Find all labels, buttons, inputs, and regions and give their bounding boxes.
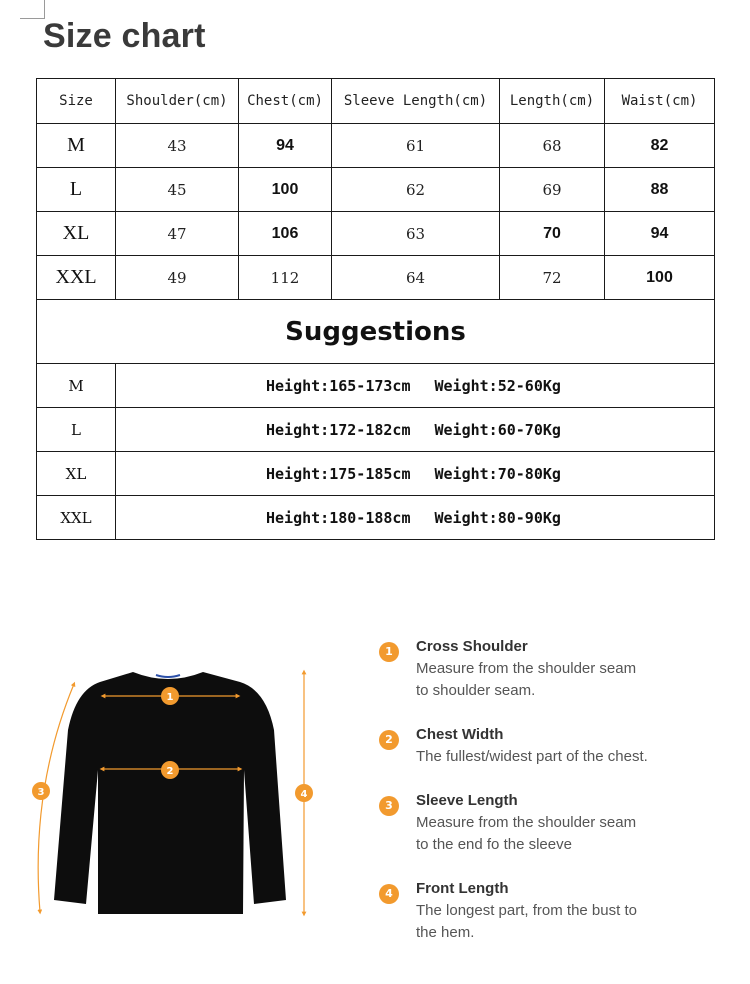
suggestion-size: M [37, 364, 116, 408]
marker-4-icon [295, 784, 313, 802]
waist-cell: 82 [605, 124, 715, 168]
sweater-measurement-diagram [28, 660, 328, 930]
chest-cell: 106 [239, 212, 332, 256]
suggestion-info [116, 452, 715, 496]
legend-item-sleeve-length [379, 790, 719, 856]
suggestion-weight: Weight:60-70Kg [434, 420, 561, 439]
measurement-legend [379, 636, 719, 966]
suggestion-size: XXL [37, 496, 116, 540]
number-4-icon: 4 [379, 884, 399, 904]
size-cell: XL [37, 212, 116, 256]
number-1-icon: 1 [379, 642, 399, 662]
marker-2-icon [161, 761, 179, 779]
shoulder-cell: 45 [116, 168, 239, 212]
marker-4-label: 4 [300, 789, 308, 800]
legend-item-front-length [379, 878, 719, 944]
shoulder-cell: 49 [116, 256, 239, 300]
legend-desc-line: Measure from the shoulder seam [416, 660, 637, 677]
table-row [37, 168, 715, 212]
marker-1-label: 1 [166, 692, 174, 703]
waist-cell: 94 [605, 212, 715, 256]
suggestion-info [116, 364, 715, 408]
suggestion-height: Height:165-173cm [266, 376, 411, 395]
table-row [37, 124, 715, 168]
suggestion-row [37, 496, 715, 540]
suggestion-height: Height:180-188cm [266, 508, 411, 527]
shoulder-cell: 47 [116, 212, 239, 256]
sleeve-length-cell: 62 [332, 168, 500, 212]
marker-2-label: 2 [166, 766, 174, 777]
size-cell: L [37, 168, 116, 212]
legend-desc-line: the hem. [416, 924, 475, 941]
sleeve-length-cell: 64 [332, 256, 500, 300]
collar-trim [156, 675, 180, 677]
legend-title: Cross Shoulder [416, 638, 528, 655]
suggestion-weight: Weight:70-80Kg [434, 464, 561, 483]
sleeve-length-cell: 63 [332, 212, 500, 256]
table-row [37, 256, 715, 300]
sleeve-length-cell: 61 [332, 124, 500, 168]
legend-title: Front Length [416, 880, 509, 897]
sweater-body [54, 672, 286, 914]
waist-cell: 88 [605, 168, 715, 212]
shoulder-cell: 43 [116, 124, 239, 168]
suggestion-weight: Weight:80-90Kg [434, 508, 561, 527]
column-header: Sleeve Length(cm) [332, 79, 500, 124]
legend-item-cross-shoulder [379, 636, 719, 702]
legend-desc-line: Measure from the shoulder seam [416, 814, 637, 831]
length-cell: 68 [500, 124, 605, 168]
size-cell: XXL [37, 256, 116, 300]
waist-cell: 100 [605, 256, 715, 300]
chest-cell: 100 [239, 168, 332, 212]
legend-title: Sleeve Length [416, 792, 518, 809]
suggestions-title: Suggestions [37, 300, 715, 364]
number-2-icon: 2 [379, 730, 399, 750]
table-row [37, 212, 715, 256]
suggestion-info [116, 496, 715, 540]
column-header: Size [37, 79, 116, 124]
legend-title: Chest Width [416, 726, 504, 743]
size-chart-table [36, 78, 715, 540]
suggestion-weight: Weight:52-60Kg [434, 376, 561, 395]
suggestion-size: XL [37, 452, 116, 496]
table-header-row [37, 79, 715, 124]
legend-item-chest-width [379, 724, 719, 768]
column-header: Chest(cm) [239, 79, 332, 124]
column-header: Length(cm) [500, 79, 605, 124]
legend-desc-line: to shoulder seam. [416, 682, 536, 699]
chest-cell: 112 [239, 256, 332, 300]
suggestions-title-row [37, 300, 715, 364]
suggestion-info [116, 408, 715, 452]
suggestion-height: Height:172-182cm [266, 420, 411, 439]
length-cell: 69 [500, 168, 605, 212]
marker-3-icon [32, 782, 50, 800]
length-cell: 72 [500, 256, 605, 300]
size-cell: M [37, 124, 116, 168]
legend-desc-line: to the end fo the sleeve [416, 836, 572, 853]
column-header: Shoulder(cm) [116, 79, 239, 124]
chest-cell: 94 [239, 124, 332, 168]
column-header: Waist(cm) [605, 79, 715, 124]
suggestion-size: L [37, 408, 116, 452]
suggestion-height: Height:175-185cm [266, 464, 411, 483]
page-title: Size chart [43, 17, 206, 55]
legend-desc-line: The longest part, from the bust to [416, 902, 637, 919]
marker-1-icon [161, 687, 179, 705]
legend-desc-line: The fullest/widest part of the chest. [416, 748, 648, 765]
corner-crop-mark [20, 0, 45, 19]
suggestion-row [37, 408, 715, 452]
suggestion-row [37, 364, 715, 408]
length-cell: 70 [500, 212, 605, 256]
marker-3-label: 3 [37, 787, 45, 798]
number-3-icon: 3 [379, 796, 399, 816]
suggestion-row [37, 452, 715, 496]
